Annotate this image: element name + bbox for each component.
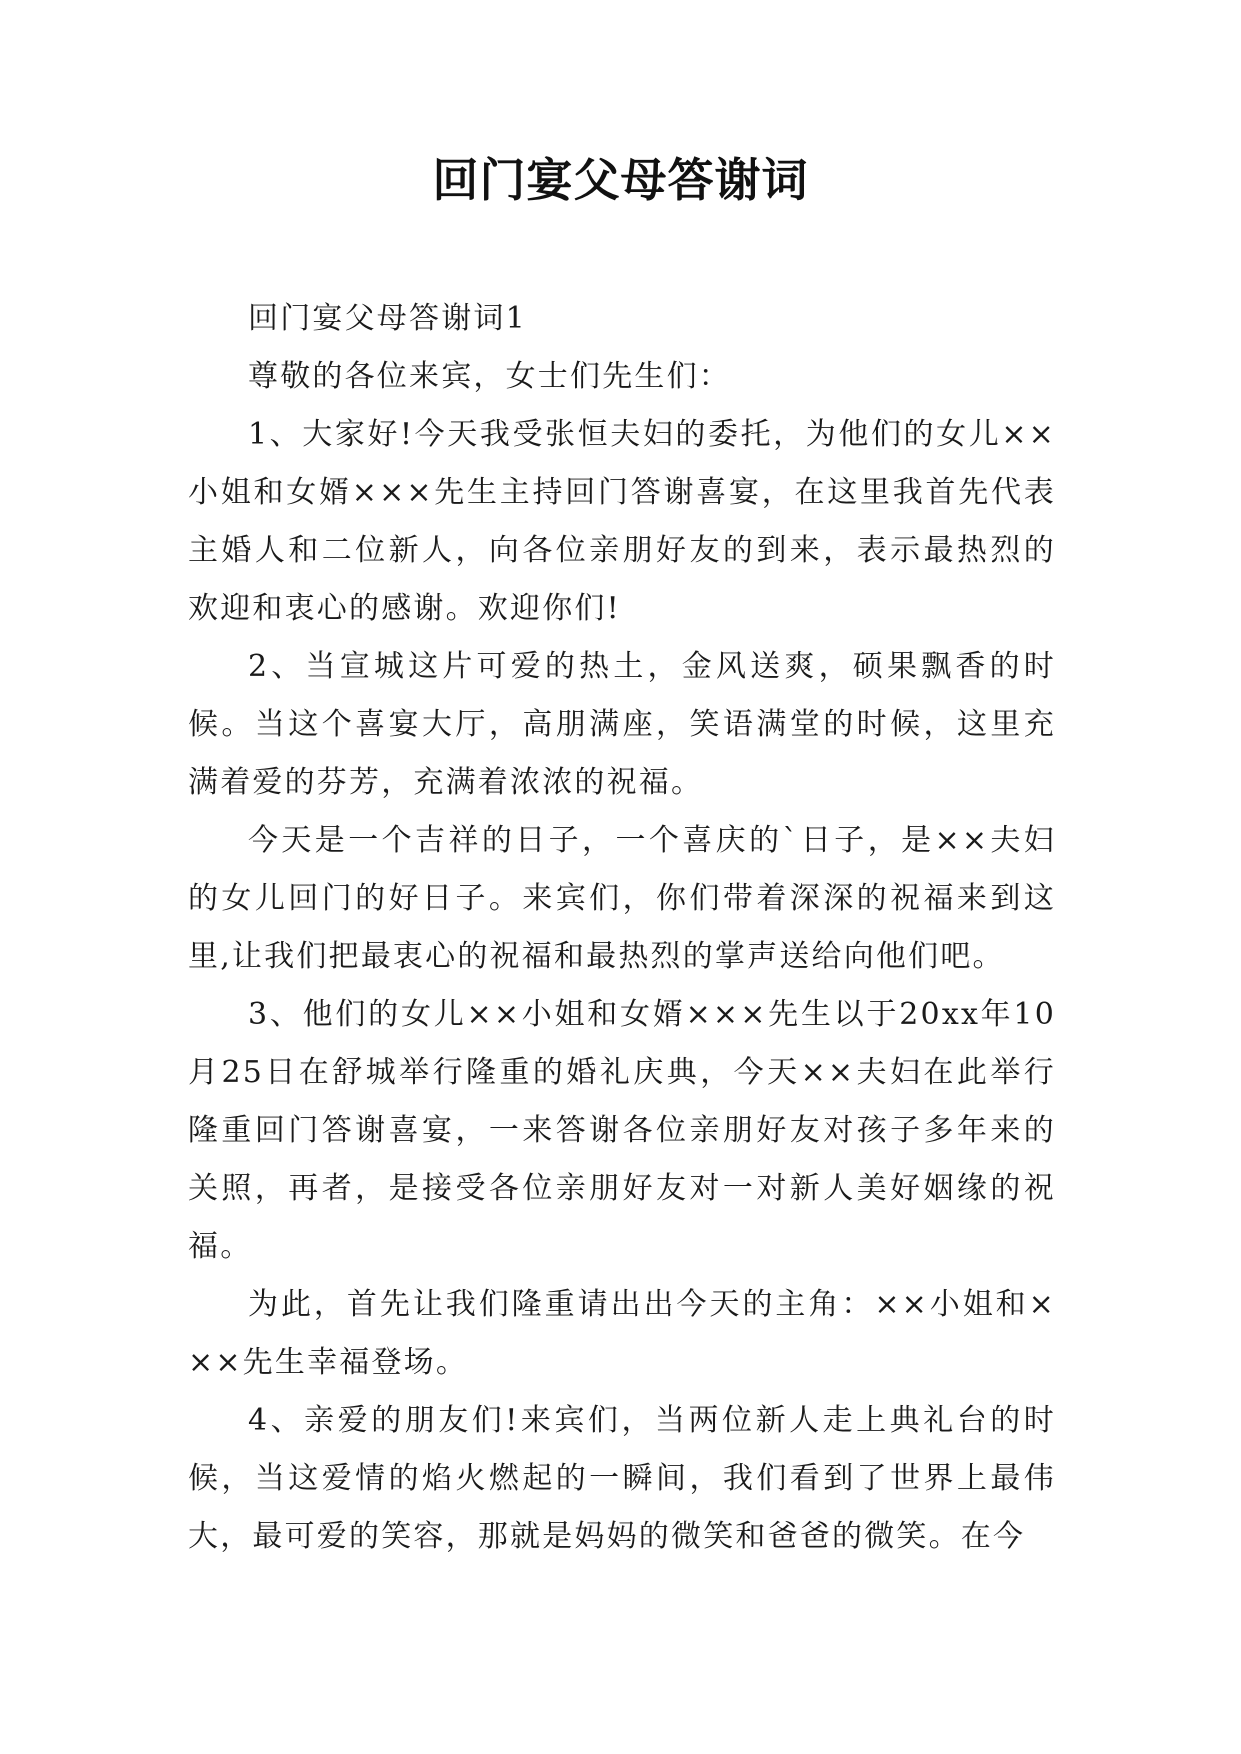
document-body <box>188 290 1056 1566</box>
paragraph: 今天是一个吉祥的日子，一个喜庆的`日子，是××夫妇的女儿回门的好日子。来宾们，你们带着深深的祝福来到这里,让我们把最衷心的祝福和最热烈的掌声送给向他们吧。 <box>188 823 1056 974</box>
paragraph: 1、大家好!今天我受张恒夫妇的委托，为他们的女儿××小姐和女婿×××先生主持回门答谢喜宴，在这里我首先代表主婚人和二位新人，向各位亲朋好友的到来，表示最热烈的欢迎和衷心的感谢。欢迎你们! <box>188 417 1056 626</box>
paragraph-salutation: 尊敬的各位来宾，女士们先生们： <box>248 359 731 394</box>
paragraph: 2、当宣城这片可爱的热土，金风送爽，硕果飘香的时候。当这个喜宴大厅，高朋满座，笑语满堂的时候，这里充满着爱的芬芳，充满着浓浓的祝福。 <box>188 649 1056 800</box>
document-title: 回门宴父母答谢词 <box>432 153 809 207</box>
paragraph: 3、他们的女儿××小姐和女婿×××先生以于20xx年10月25日在舒城举行隆重的婚礼庆典，今天××夫妇在此举行隆重回门答谢喜宴，一来答谢各位亲朋好友对孩子多年来的关照，再者，是接受各位亲朋好友对一对新人美好姻缘的祝福。 <box>188 997 1056 1264</box>
paragraph: 4、亲爱的朋友们!来宾们，当两位新人走上典礼台的时候，当这爱情的焰火燃起的一瞬间，我们看到了世界上最伟大，最可爱的笑容，那就是妈妈的微笑和爸爸的微笑。在今 <box>188 1403 1056 1554</box>
paragraph-subtitle: 回门宴父母答谢词1 <box>248 301 527 336</box>
paragraph: 为此，首先让我们隆重请出出今天的主角：××小姐和×××先生幸福登场。 <box>188 1287 1056 1380</box>
